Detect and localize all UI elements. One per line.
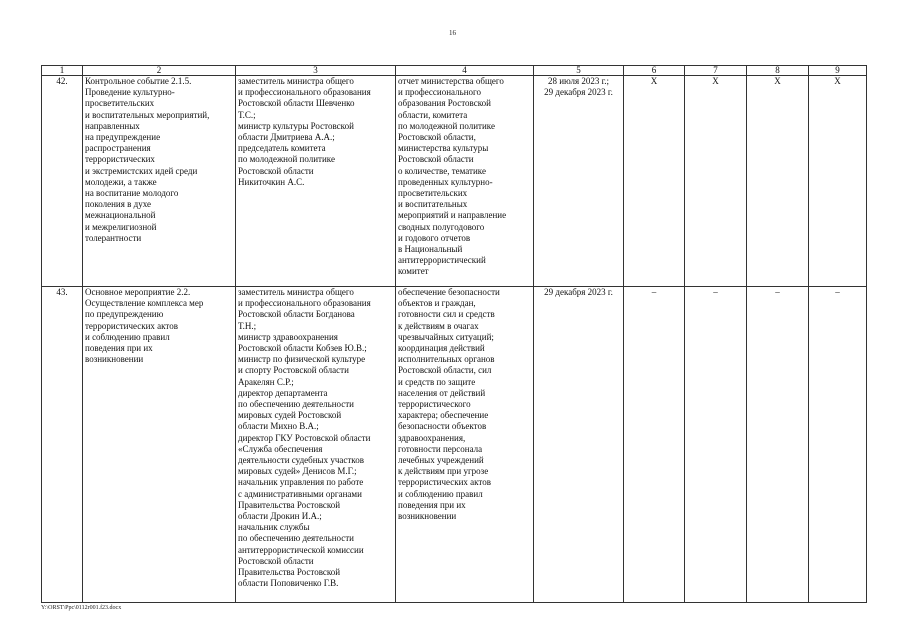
cell-line: на воспитание молодого <box>85 188 179 199</box>
cell-line: и спорту Ростовской области <box>238 365 349 376</box>
cell-line: области Дрокин И.А.; <box>238 511 322 522</box>
cell-line: безопасности объектов <box>398 421 487 432</box>
cell-line: Контрольное событие 2.1.5. <box>85 76 192 86</box>
cell-line: просветительских <box>398 188 468 199</box>
cell-line: и экстремистских идей среди <box>85 165 198 176</box>
header-cell: 6 <box>624 66 685 76</box>
cell-line: Ростовской области <box>398 154 474 165</box>
cell-line: направленных <box>85 120 140 131</box>
cell-line: по предупреждению <box>85 309 164 320</box>
cell-line: министерства культуры <box>398 143 489 154</box>
cell-line: молодежи, а также <box>85 176 157 187</box>
responsible-cell <box>236 287 396 603</box>
header-cell: 9 <box>809 66 867 76</box>
cell-line: проведенных культурно- <box>398 176 493 187</box>
header-cell: 1 <box>42 66 83 76</box>
cell-line: 28 июля 2023 г.; <box>547 76 610 86</box>
cell-line: готовности персонала <box>398 443 483 454</box>
cell-line: террористических <box>85 154 155 165</box>
header-cell: 2 <box>83 66 236 76</box>
cell-line: заместитель министра общего <box>238 76 354 86</box>
cell-line: мировых судей Ростовской <box>238 410 342 421</box>
cell-line: области Михно В.А.; <box>238 421 319 432</box>
cell-line: населения от действий <box>398 387 486 398</box>
cell-line: Аракелян С.Р.; <box>238 376 294 387</box>
cell-line: деятельности судебных участков <box>238 455 364 466</box>
cell-line: и межрелигиозной <box>85 221 157 232</box>
cell-line: по обеспечению деятельности <box>238 533 354 544</box>
header-row <box>42 66 867 76</box>
col6-cell: – <box>624 287 685 603</box>
cell-line: Правительства Ростовской <box>238 567 341 578</box>
row-number: 43. <box>42 287 83 603</box>
cell-line: министр культуры Ростовской <box>238 120 354 131</box>
col8-cell: Х <box>747 76 809 287</box>
cell-line: области Поповиченко Г.В. <box>238 578 339 589</box>
cell-line: готовности сил и средств <box>398 309 495 320</box>
cell-line: координация действий <box>398 343 485 354</box>
cell-line: Т.Н.; <box>238 320 257 331</box>
cell-line: Ростовской области <box>238 165 314 176</box>
cell-line: Ростовской области <box>238 555 314 566</box>
cell-line: сводных полугодового <box>398 221 485 232</box>
cell-line: начальник службы <box>238 522 310 533</box>
cell-line: и годового отчетов <box>398 232 471 243</box>
deadline-cell <box>534 76 624 287</box>
cell-line: отчет министерства общего <box>398 76 504 86</box>
measures-table <box>41 65 867 603</box>
cell-line: и профессионального образования <box>238 87 371 98</box>
col6-cell: Х <box>624 76 685 287</box>
cell-line: возникновении <box>85 354 144 365</box>
cell-line: комитет <box>398 266 429 277</box>
cell-line: начальник управления по работе <box>238 477 364 488</box>
cell-line: Ростовской области Богданова <box>238 309 355 320</box>
cell-line: здравоохранения, <box>398 432 466 443</box>
cell-line: 29 декабря 2023 г. <box>544 287 613 297</box>
result-cell <box>396 76 534 287</box>
cell-line: террористических актов <box>398 477 491 488</box>
row-number: 42. <box>42 76 83 287</box>
cell-line: мировых судей» Денисов М.Г.; <box>238 466 357 477</box>
result-cell <box>396 287 534 603</box>
cell-line: в Национальный <box>398 244 463 255</box>
header-cell: 5 <box>534 66 624 76</box>
cell-line: Основное мероприятие 2.2. <box>85 287 191 297</box>
cell-line: просветительских <box>85 98 155 109</box>
file-path-footer: Y:\ORST\Ppc\0112r001.f23.docx <box>41 605 122 611</box>
header-cell: 4 <box>396 66 534 76</box>
cell-line: председатель комитета <box>238 143 326 154</box>
measure-cell <box>83 287 236 603</box>
cell-line: и соблюдению правил <box>85 331 170 342</box>
responsible-cell <box>236 76 396 287</box>
cell-line: поведения при их <box>85 343 153 354</box>
header-cell: 8 <box>747 66 809 76</box>
cell-line: Никиточкин А.С. <box>238 176 305 187</box>
cell-line: директор департамента <box>238 387 328 398</box>
header-cell: 7 <box>685 66 747 76</box>
cell-line: Правительства Ростовской <box>238 499 341 510</box>
measure-cell <box>83 76 236 287</box>
cell-line: Т.С.; <box>238 109 256 120</box>
cell-line: Осуществление комплекса мер <box>85 298 204 309</box>
cell-line: области, комитета <box>398 109 468 120</box>
cell-line: директор ГКУ Ростовской области <box>238 432 371 443</box>
cell-line: министр по физической культуре <box>238 354 366 365</box>
cell-line: по молодежной политике <box>398 120 495 131</box>
table-row <box>42 76 867 287</box>
cell-line: террористического <box>398 399 471 410</box>
cell-line: и воспитательных <box>398 199 468 210</box>
cell-line: распространения <box>85 143 151 154</box>
cell-line: с административными органами <box>238 488 362 499</box>
col9-cell: – <box>809 287 867 603</box>
col7-cell: – <box>685 287 747 603</box>
cell-line: к действиям в очагах <box>398 320 479 331</box>
cell-line: характера; обеспечение <box>398 410 489 421</box>
cell-line: объектов и граждан, <box>398 298 476 309</box>
cell-line: возникновении <box>398 511 457 522</box>
cell-line: к действиям при угрозе <box>398 466 489 477</box>
cell-line: и соблюдению правил <box>398 488 483 499</box>
deadline-cell <box>534 287 624 603</box>
cell-line: и воспитательных мероприятий, <box>85 109 210 120</box>
cell-line: области Дмитриева А.А.; <box>238 132 335 143</box>
cell-line: исполнительных органов <box>398 354 495 365</box>
cell-line: на предупреждение <box>85 132 161 143</box>
cell-line: Проведение культурно- <box>85 87 175 98</box>
cell-line: антитеррористической комиссии <box>238 544 364 555</box>
cell-line: Ростовской области, <box>398 132 476 143</box>
cell-line: министр здравоохранения <box>238 331 338 342</box>
header-cell: 3 <box>236 66 396 76</box>
cell-line: Ростовской области, сил <box>398 365 492 376</box>
cell-line: антитеррористический <box>398 255 486 266</box>
col8-cell: – <box>747 287 809 603</box>
col7-cell: Х <box>685 76 747 287</box>
cell-line: о количестве, тематике <box>398 165 486 176</box>
cell-line: образования Ростовской <box>398 98 491 109</box>
cell-line: 29 декабря 2023 г. <box>544 87 613 98</box>
cell-line: и профессионального образования <box>238 298 371 309</box>
cell-line: и средств по защите <box>398 376 476 387</box>
cell-line: по молодежной политике <box>238 154 335 165</box>
cell-line: лечебных учреждений <box>398 455 484 466</box>
cell-line: толерантности <box>85 232 142 243</box>
cell-line: по обеспечению деятельности <box>238 399 354 410</box>
cell-line: Ростовской области Шевченко <box>238 98 355 109</box>
cell-line: террористических актов <box>85 320 178 331</box>
page-number: 16 <box>449 29 456 37</box>
cell-line: мероприятий и направление <box>398 210 507 221</box>
cell-line: поколения в духе <box>85 199 151 210</box>
col9-cell: Х <box>809 76 867 287</box>
cell-line: заместитель министра общего <box>238 287 354 297</box>
cell-line: «Служба обеспечения <box>238 443 323 454</box>
cell-line: поведения при их <box>398 499 466 510</box>
cell-line: Ростовской области Кобзев Ю.В.; <box>238 343 367 354</box>
table-row <box>42 287 867 603</box>
cell-line: чрезвычайных ситуаций; <box>398 331 494 342</box>
cell-line: и профессионального <box>398 87 482 98</box>
cell-line: обеспечение безопасности <box>398 287 500 297</box>
cell-line: межнациональной <box>85 210 156 221</box>
